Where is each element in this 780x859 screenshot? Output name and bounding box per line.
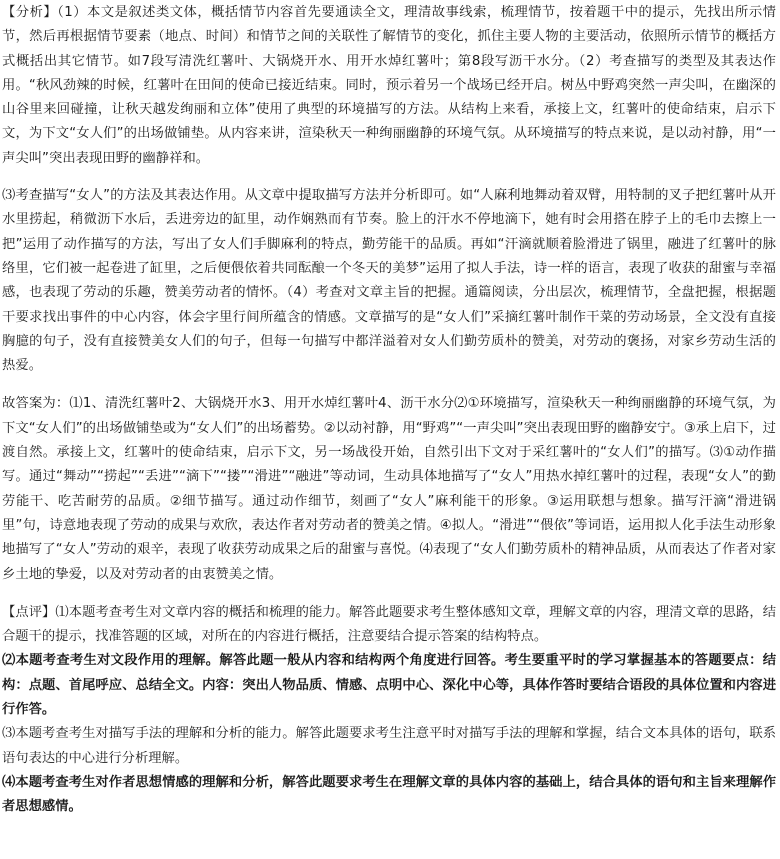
review-item-2: ⑵本题考查考生对文段作用的理解。解答此题一般从内容和结构两个角度进行回答。考生要重平时的学习掌握基本的答题要点：结构：点题、首尾呼应、总结全文。内容：突出人物品质、情感、点明中心、深化中心等，具体作答时要结合语段的具体位置和内容进行作答。 — [2, 653, 776, 718]
review-item-3: ⑶本题考查考生对描写手法的理解和分析的能力。解答此题要求考生注意平时对描写手法的理解和掌握，结合文本具体的语句，联系语句表达的中心进行分析理解。 — [2, 726, 776, 766]
analysis-paragraph-1: 【分析】（1）本文是叙述类文体，概括情节内容首先要通读全文，理清故事线索，梳理情节，按着题干中的提示，先找出所示情节，然后再根据情节要素（地点、时间）和情节之间的关联性了解情节的变化，抓住主要人物的主要活动，依照所示情节的概括方式概括出其它情节。如7段写清洗红薯叶、大锅烧开水、用开水焯红薯叶；第8段写沥干水分。（2）考查描写的类型及其表达作用。“秋风劲辣的时候，红薯叶在田间的使命已接近结束。同时，预示着另一个战场已经开启。树丛中野鸡突然一声尖叫，在幽深的山谷里来回碰撞，让秋天越发绚丽和立体”使用了典型的环境描写的方法。从结构上来看，承接上文，红薯叶的使命结束，启示下文，为下文“女人们”的出场做铺垫。从内容来讲，渲染秋天一种绚丽幽静的环境气氛。从环境描写的特点来说，是以动衬静，用“一声尖叫”突出表现田野的幽静祥和。 — [2, 5, 776, 166]
solution-page — [0, 1, 780, 859]
answer-paragraph: 故答案为：⑴1、清洗红薯叶2、大锅烧开水3、用开水焯红薯叶4、沥干水分⑵①环境描写，渲染秋天一种绚丽幽静的环境气氛，为下文“女人们”的出场做铺垫或为“女人们”的出场蓄势。②以动衬静，用“野鸡”“一声尖叫”突出表现田野的幽静安宁。③承上启下，过渡自然。承接上文，红薯叶的使命结束，启示下文，另一场战役开始，自然引出下文对于采红薯叶的“女人们”的描写。⑶①动作描写。通过“舞动”“捞起”“丢进”“滴下”“搂”“滑进”“融进”等动词，生动具体地描写了“女人”用热水掉红薯叶的过程，表现“女人”的勤劳能干、吃苦耐劳的品质。②细节描写。通过动作细节，刻画了“女人”麻利能干的形象。③运用联想与想象。描写汗滴“滑进锅里”句，诗意地表现了劳动的成果与欢欣，表达作者对劳动者的赞美之情。④拟人。“滑进”“偎依”等词语，运用拟人化手法生动形象地描写了“女人”劳动的艰辛，表现了收获劳动成果之后的甜蜜与喜悦。⑷表现了“女人们勤劳质朴的精神品质，从而表达了作者对家乡土地的挚爱，以及对劳动者的由衷赞美之情。 — [2, 396, 776, 582]
review-item-1: 【点评】⑴本题考查考生对文章内容的概括和梳理的能力。解答此题要求考生整体感知文章，理解文章的内容，理清文章的思路，结合题干的提示，找准答题的区域，对所在的内容进行概括，注意要结合提示答案的结构特点。 — [2, 604, 776, 645]
analysis-paragraph-2: ⑶考查描写“女人”的方法及其表达作用。从文章中提取描写方法并分析即可。如“人麻利地舞动着双臂，用特制的叉子把红薯叶从开水里捞起，稍微沥下水后，丢进旁边的缸里，动作娴熟而有节奏。脸上的汗水不停地滴下，她有时会用搭在脖子上的毛巾去擦上一把”运用了动作描写的方法，写出了女人们手脚麻利的特点，勤劳能干的品质。再如“汗滴就顺着脸滑进了锅里，融进了红薯叶的脉络里，它们被一起卷进了缸里，之后便偎依着共同酝酿一个冬天的美梦”运用了拟人手法，诗一样的语言，表现了收获的甜蜜与幸福感，也表现了劳动的乐趣，赞美劳动者的情怀。（4）考查对文章主旨的把握。通篇阅读，分出层次，梳理情节，全盘把握，根据题干要求找出事件的中心内容，体会字里行间所蕴含的情感。文章描写的是“女人们”采摘红薯叶制作干菜的劳动场景，全文没有直接胸臆的句子，没有直接赞美女人们的句子，但每一句描写中都洋溢着对女人们勤劳质朴的赞美，对劳动的褒扬，对家乡劳动生活的热爱。 — [2, 188, 776, 374]
review-section — [2, 601, 776, 820]
review-item-4: ⑷本题考查考生对作者思想情感的理解和分析，解答此题要求考生在理解文章的具体内容的基础上，结合具体的语句和主旨来理解作者思想感情。 — [2, 774, 776, 815]
